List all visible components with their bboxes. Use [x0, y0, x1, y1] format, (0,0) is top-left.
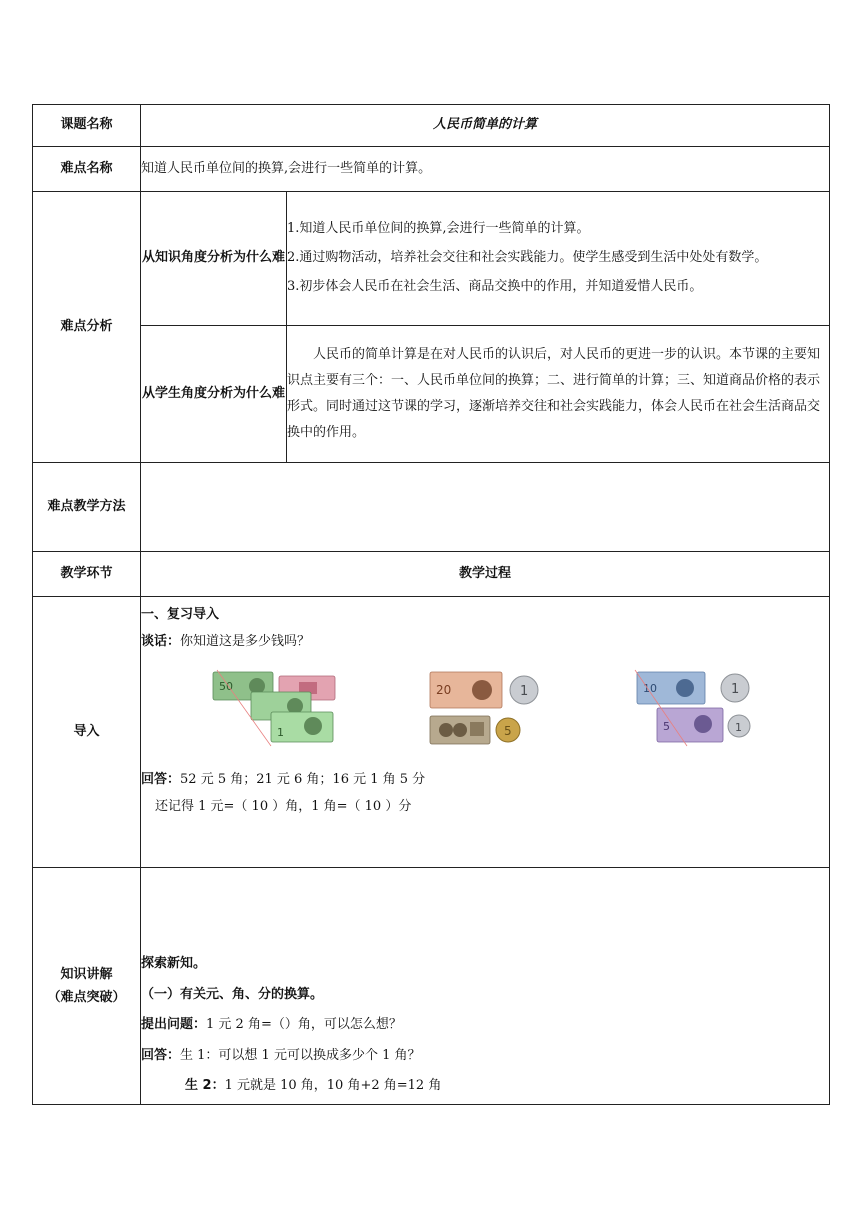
banknotes-10-5-coins-image	[629, 668, 759, 748]
banknotes-50-1-1-image	[211, 668, 341, 748]
money-group-2	[420, 668, 550, 748]
coin-1-value: 1	[520, 683, 529, 699]
row-method	[33, 463, 830, 552]
intro-content	[141, 597, 830, 868]
difficulty-label: 难点名称	[33, 147, 141, 192]
knowledge-point-2: 2.通过购物活动，培养社会交往和社会实践能力。使学生感受到生活中处处有数学。	[287, 250, 768, 266]
intro-recall: 还记得 1 元=（ 10 ）角，1 角=（ 10 ）分	[155, 798, 412, 814]
process-header-label: 教学过程	[141, 552, 830, 597]
intro-answer-label: 回答：	[141, 771, 181, 787]
question-text: 1 元 2 角=（）角，可以怎么想？	[206, 1017, 402, 1033]
row-analysis-knowledge	[33, 192, 830, 326]
talk-text: 你知道这是多少钱吗？	[180, 634, 311, 650]
stage-header-label: 教学环节	[33, 552, 141, 597]
row-process-header	[33, 552, 830, 597]
course-title-value: 人民币简单的计算	[141, 105, 830, 147]
answer2-text: 1 元就是 10 角，10 角+2 角=12 角	[224, 1078, 442, 1094]
knowledge-point-1: 1.知道人民币单位间的换算,会进行一些简单的计算。	[287, 221, 590, 237]
student-angle-text: 人民币的简单计算是在对人民币的认识后，对人民币的更进一步的认识。本节课的主要知识点主要有三个：一、人民币单位间的换算；二、进行简单的计算；三、知道商品价格的表示形式。同时通过这节课的学习，逐渐培养交往和社会实践能力，体会人民币在社会生活商品交换中的作用。	[287, 347, 821, 440]
coin-1-value-a: 1	[731, 681, 740, 697]
note-20-value: 20	[436, 682, 452, 697]
talk-label: 谈话：	[141, 634, 181, 650]
note-50-value: 50	[219, 679, 233, 693]
money-group-1	[211, 668, 341, 748]
question-line	[141, 1010, 829, 1041]
analysis-label: 难点分析	[33, 192, 141, 463]
difficulty-value: 知道人民币单位间的换算,会进行一些简单的计算。	[141, 147, 830, 192]
knowledge-point-3: 3.初步体会人民币在社会生活、商品交换中的作用，并知道爱惜人民币。	[287, 278, 703, 294]
note-1-value: 1	[277, 725, 284, 739]
banknotes-20-1-coins-image	[420, 668, 550, 748]
knowledge-angle-label: 从知识角度分析为什么难	[141, 192, 287, 326]
row-analysis-student	[33, 326, 830, 463]
explore-heading: 探索新知。	[141, 956, 207, 972]
row-course-title	[33, 105, 830, 147]
row-intro	[33, 597, 830, 868]
money-images	[141, 668, 829, 748]
intro-heading: 一、复习导入	[141, 607, 220, 622]
method-value	[141, 463, 830, 552]
course-title-label: 课题名称	[33, 105, 141, 147]
intro-talk	[141, 628, 829, 655]
intro-answer	[141, 766, 829, 793]
row-knowledge	[33, 868, 830, 1105]
row-difficulty	[33, 147, 830, 192]
knowledge-angle-content	[287, 192, 830, 326]
answer-label: 回答：	[141, 1047, 181, 1063]
coin-5-value: 5	[504, 723, 512, 738]
question-label: 提出问题：	[141, 1017, 207, 1033]
answer2-line	[141, 1071, 829, 1102]
student-angle-label: 从学生角度分析为什么难	[141, 326, 287, 463]
money-group-3	[629, 668, 759, 748]
knowledge-content	[141, 868, 830, 1105]
answer1-text: 生 1：可以想 1 元可以换成多少个 1 角？	[180, 1047, 421, 1063]
intro-answer-text: 52 元 5 角；21 元 6 角；16 元 1 角 5 分	[180, 771, 426, 787]
intro-label: 导入	[33, 597, 141, 868]
answer1-line	[141, 1041, 829, 1072]
knowledge-label-line1: 知识讲解	[60, 966, 113, 982]
lesson-plan-table	[32, 104, 830, 1105]
answer2-label: 生 2：	[185, 1078, 225, 1094]
note-10-value: 10	[643, 681, 657, 695]
method-label: 难点教学方法	[33, 463, 141, 552]
student-angle-content	[287, 326, 830, 463]
conversion-section: （一）有关元、角、分的换算。	[141, 986, 324, 1002]
knowledge-label	[33, 868, 141, 1105]
note-5-value: 5	[663, 719, 670, 733]
coin-1-value-b: 1	[735, 720, 742, 734]
knowledge-label-line2: （难点突破）	[47, 990, 126, 1005]
